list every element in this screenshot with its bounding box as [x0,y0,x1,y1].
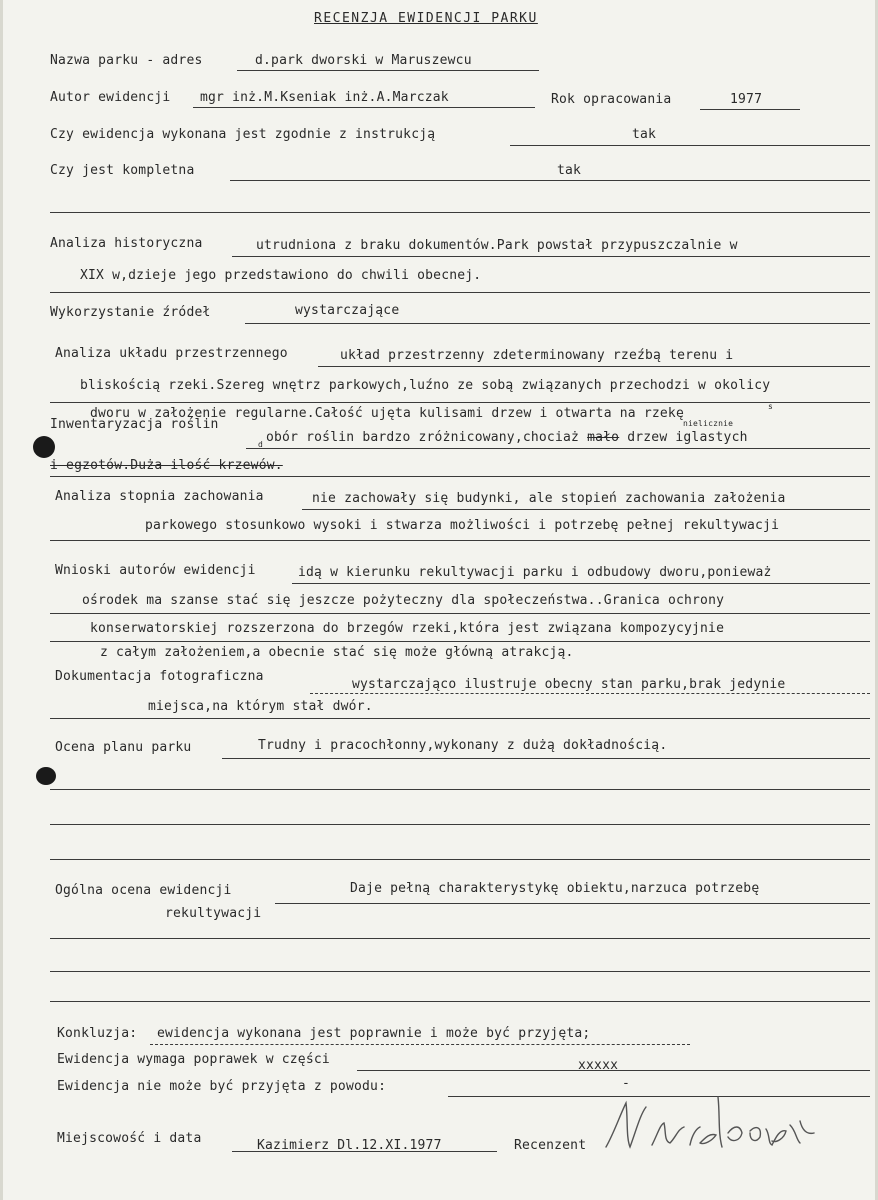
spatial-label: Analiza układu przestrzennego [55,346,288,361]
compliance-value: tak [632,127,657,142]
ink-blot [36,767,56,785]
photo-line-2: miejsca,na którym stał dwór. [148,699,373,714]
rule-line [50,1001,870,1002]
historical-label: Analiza historyczna [50,236,203,251]
rule-line [318,366,870,367]
author-value: mgr inż.M.Kseniak inż.A.Marczak [200,90,449,105]
conclusion-value: ewidencja wykonana jest poprawnie i może być przyjęta; [157,1026,591,1041]
conclusion-label: Konkluzja: [57,1026,138,1041]
place-label: Miejscowość i data [57,1131,202,1146]
rule-line [150,1044,690,1045]
rule-line [237,70,539,71]
inventory-line-2: i egzotów.Duża ilość krzewów. [50,458,283,473]
year-label: Rok opracowania [551,92,672,107]
rule-line [275,903,870,904]
spatial-line-2: bliskością rzeki.Szereg wnętrz parkowych,luźno ze sobą związanych przechodzi w okolicy [80,378,771,393]
park-name-label: Nazwa parku - adres [50,53,203,68]
ink-blot [33,436,55,458]
conclusions-line-1: idą w kierunku rekultywacji parku i odbudowy dworu,ponieważ [298,565,772,580]
rule-line [292,583,870,584]
sources-value: wystarczające [295,303,400,318]
rejected-label: Ewidencja nie może być przyjęta z powodu: [57,1079,387,1094]
conclusions-line-2: ośrodek ma szanse stać się jeszcze pożyteczny dla społeczeństwa..Granica ochrony [82,593,725,608]
year-value: 1977 [730,92,763,107]
rule-line [222,758,870,759]
corrections-label: Ewidencja wymaga poprawek w części [57,1052,330,1067]
conclusions-label: Wnioski autorów ewidencji [55,563,256,578]
preservation-line-2: parkowego stosunkowo wysoki i stwarza możliwości i potrzebę pełnej rekultywacji [145,518,780,533]
author-label: Autor ewidencji [50,90,171,105]
photo-label: Dokumentacja fotograficzna [55,669,264,684]
spatial-line-1: układ przestrzenny zdeterminowany rzeźbą terenu i [340,348,734,363]
rule-line [510,145,870,146]
inventory-text-a: obór roślin bardzo zróżnicowany,chociaż [266,430,580,445]
rule-line [50,938,870,939]
form-title: RECENZJA EWIDENCJI PARKU [314,11,538,26]
inventory-text-b: drzew iglastych [627,430,748,445]
rule-line [50,718,870,719]
rule-line [50,292,870,293]
reviewer-signature [600,1085,830,1165]
plan-label: Ocena planu parku [55,740,192,755]
rule-line [50,476,870,477]
rule-line [50,824,870,825]
inventory-insert: nielicznie [683,419,734,428]
rejected-value: - [622,1076,631,1091]
rule-line [302,509,870,510]
plan-value: Trudny i pracochłonny,wykonany z dużą dokładnością. [258,738,668,753]
rule-line [50,789,870,790]
rule-line [357,1070,870,1071]
conclusions-line-3: konserwatorskiej rozszerzona do brzegów rzeki,która jest związana kompozycyjnie [90,621,725,636]
inventory-prefix: d [258,440,264,449]
rule-line [232,1151,497,1152]
rule-line [232,256,870,257]
spatial-line-3: dworu w założenie regularne.Całość ujęta kulisami drzew i otwarta na rzekę [90,406,684,421]
corrections-value: xxxxx [578,1058,619,1073]
rule-line [50,641,870,642]
photo-line-1: wystarczająco ilustruje obecny stan parku,brak jedynie [352,677,786,692]
inventory-struck-word: mało [587,430,620,445]
rule-line [245,323,870,324]
conclusions-line-4: z całym założeniem,a obecnie stać się może główną atrakcją. [100,645,574,660]
historical-line-2: XIX w,dzieje jego przedstawiono do chwili obecnej. [80,268,482,283]
rule-line [310,693,870,694]
overall-line-2: rekultywacji [165,906,262,921]
overall-line-1: Daje pełną charakterystykę obiektu,narzuca potrzebę [350,881,760,896]
complete-value: tak [557,163,582,178]
rule-line [50,212,870,213]
page-edge-left [0,0,3,1200]
rule-line [50,859,870,860]
inventory-label: Inwentaryzacja roślin [50,417,219,432]
rule-line [50,971,870,972]
historical-line-1: utrudniona z braku dokumentów.Park powstał przypuszczalnie w [256,238,738,253]
place-value: Kazimierz Dl.12.XI.1977 [257,1138,442,1153]
sources-label: Wykorzystanie źródeł [50,305,211,320]
spatial-superscript: s [768,402,774,411]
rule-line [700,109,800,110]
rule-line [50,540,870,541]
rule-line [230,180,870,181]
inventory-line-1 [266,430,748,446]
rule-line [193,107,535,108]
compliance-label: Czy ewidencja wykonana jest zgodnie z instrukcją [50,127,436,142]
preservation-label: Analiza stopnia zachowania [55,489,264,504]
park-name-value: d.park dworski w Maruszewcu [255,53,472,68]
rule-line [50,613,870,614]
overall-label: Ogólna ocena ewidencji [55,883,232,898]
complete-label: Czy jest kompletna [50,163,195,178]
preservation-line-1: nie zachowały się budynki, ale stopień zachowania założenia [312,491,786,506]
reviewer-label: Recenzent [514,1138,587,1153]
rule-line [246,448,870,449]
rule-line [50,402,870,403]
